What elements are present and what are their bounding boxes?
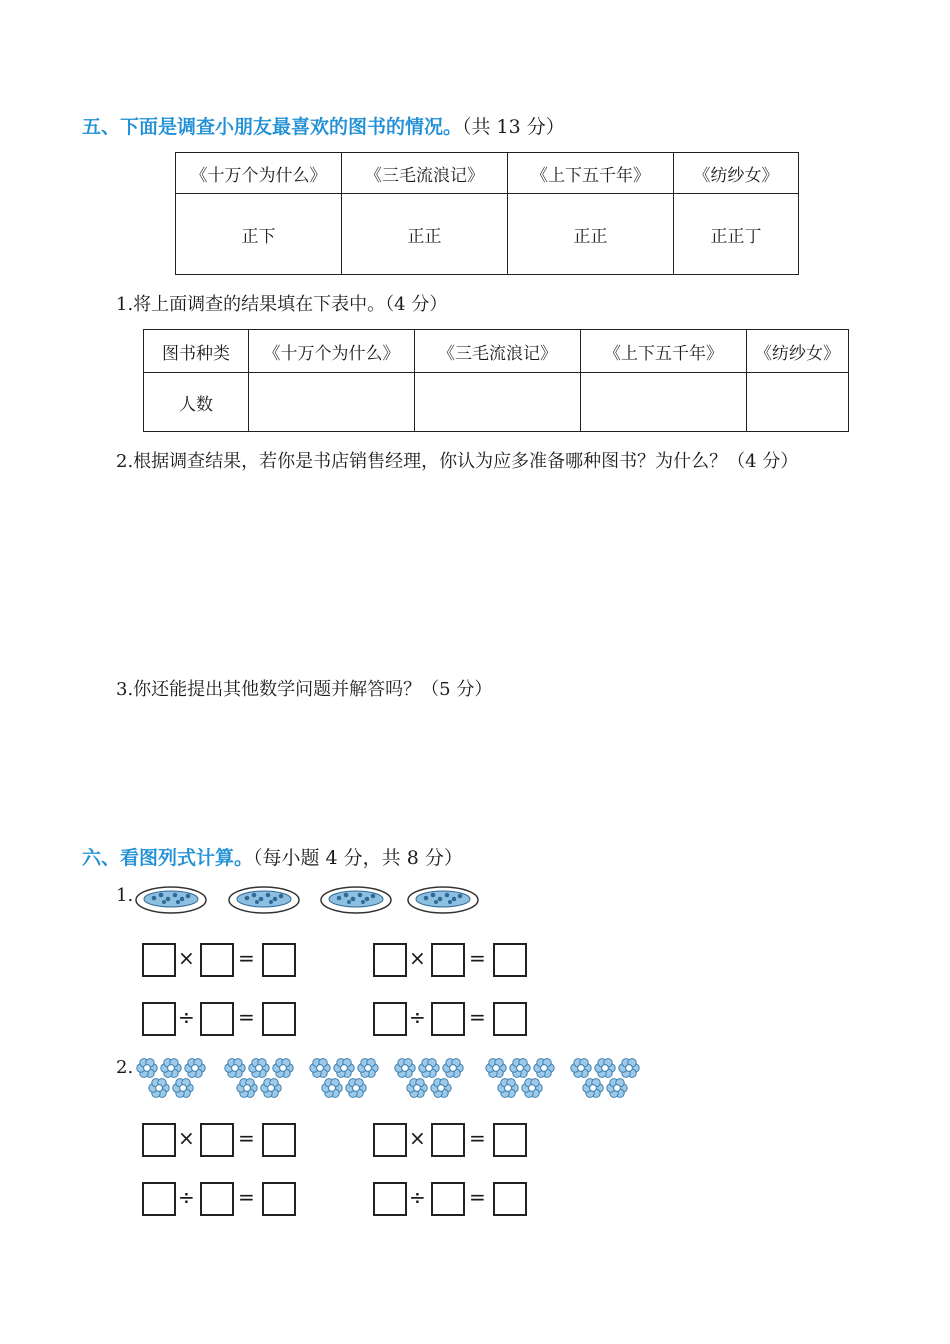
flower-icon: [533, 1057, 555, 1079]
divide-sign: ÷: [409, 1185, 426, 1209]
times-sign: ×: [409, 946, 426, 970]
flower-icon: [606, 1077, 628, 1099]
answer-box[interactable]: [200, 1182, 234, 1216]
flower-icon: [260, 1077, 282, 1099]
equals-sign: =: [469, 1126, 486, 1150]
flower-icon: [184, 1057, 206, 1079]
answer-box[interactable]: [200, 943, 234, 977]
flower-icon: [485, 1057, 507, 1079]
answer-box[interactable]: [493, 1123, 527, 1157]
divide-sign: ÷: [178, 1185, 195, 1209]
problem-2-label: 2.: [116, 1057, 134, 1078]
survey-book-header: 《三毛流浪记》: [342, 153, 508, 194]
result-count-label: 人数: [144, 373, 249, 432]
flower-icon: [582, 1077, 604, 1099]
equals-sign: =: [238, 1185, 255, 1209]
result-book-header: 《纺纱女》: [747, 330, 849, 373]
answer-box[interactable]: [142, 1182, 176, 1216]
survey-tally-cell: 正正: [508, 194, 674, 275]
flower-icon: [333, 1057, 355, 1079]
answer-box[interactable]: [493, 943, 527, 977]
result-book-header: 《三毛流浪记》: [415, 330, 581, 373]
flower-icon: [594, 1057, 616, 1079]
answer-box[interactable]: [142, 1123, 176, 1157]
flower-icon: [406, 1077, 428, 1099]
flower-icon: [618, 1057, 640, 1079]
flower-icon: [521, 1077, 543, 1099]
fruit-plate-icon: [406, 884, 480, 914]
survey-book-header: 《纺纱女》: [674, 153, 799, 194]
answer-box[interactable]: [373, 1182, 407, 1216]
equals-sign: =: [238, 1005, 255, 1029]
survey-tally-cell: 正正丁: [674, 194, 799, 275]
answer-box[interactable]: [373, 943, 407, 977]
times-sign: ×: [178, 1126, 195, 1150]
equals-sign: =: [469, 1185, 486, 1209]
answer-area-q3[interactable]: [116, 710, 856, 830]
answer-box[interactable]: [373, 1002, 407, 1036]
equals-sign: =: [469, 1005, 486, 1029]
survey-book-header: 《十万个为什么》: [176, 153, 342, 194]
divide-sign: ÷: [409, 1005, 426, 1029]
flower-icon: [248, 1057, 270, 1079]
result-count-cell[interactable]: [415, 373, 581, 432]
survey-tally-cell: 正正: [342, 194, 508, 275]
flower-icon: [224, 1057, 246, 1079]
flower-icon: [430, 1077, 452, 1099]
answer-box[interactable]: [200, 1123, 234, 1157]
result-count-cell[interactable]: [581, 373, 747, 432]
survey-book-header: 《上下五千年》: [508, 153, 674, 194]
equals-sign: =: [238, 1126, 255, 1150]
flower-icon: [272, 1057, 294, 1079]
flower-icon: [236, 1077, 258, 1099]
problem-1-label: 1.: [116, 885, 134, 906]
section6-score: （每小题 4 分，共 8 分）: [253, 847, 463, 869]
flower-icon: [136, 1057, 158, 1079]
fruit-plate-icon: [134, 884, 208, 914]
equals-sign: =: [469, 946, 486, 970]
flower-icon: [357, 1057, 379, 1079]
question-2: 2.根据调查结果，若你是书店销售经理，你认为应多准备哪种图书？为什么？（4 分）: [116, 451, 799, 472]
answer-box[interactable]: [431, 1123, 465, 1157]
result-book-header: 《上下五千年》: [581, 330, 747, 373]
flower-icon: [442, 1057, 464, 1079]
answer-box[interactable]: [262, 943, 296, 977]
flower-icon: [309, 1057, 331, 1079]
answer-box[interactable]: [142, 1002, 176, 1036]
divide-sign: ÷: [178, 1005, 195, 1029]
flower-icon: [509, 1057, 531, 1079]
times-sign: ×: [409, 1126, 426, 1150]
survey-tally-table: [175, 152, 799, 275]
section6-title-text: 六、看图列式计算。: [82, 847, 254, 869]
answer-box[interactable]: [431, 1002, 465, 1036]
flower-icon: [497, 1077, 519, 1099]
answer-box[interactable]: [142, 943, 176, 977]
flower-icon: [321, 1077, 343, 1099]
section5-score: （共 13 分）: [462, 116, 565, 138]
answer-area-q2[interactable]: [116, 480, 856, 660]
section5-title-text: 五、下面是调查小朋友最喜欢的图书的情况。: [82, 116, 463, 138]
answer-box[interactable]: [431, 943, 465, 977]
answer-box[interactable]: [262, 1002, 296, 1036]
section6-title: [82, 843, 463, 870]
result-table: [143, 329, 849, 432]
times-sign: ×: [178, 946, 195, 970]
answer-box[interactable]: [262, 1182, 296, 1216]
result-count-cell[interactable]: [249, 373, 415, 432]
equals-sign: =: [238, 946, 255, 970]
flower-icon: [160, 1057, 182, 1079]
question-3: 3.你还能提出其他数学问题并解答吗？（5 分）: [116, 679, 493, 700]
flower-icon: [172, 1077, 194, 1099]
result-count-cell[interactable]: [747, 373, 849, 432]
answer-box[interactable]: [493, 1182, 527, 1216]
answer-box[interactable]: [373, 1123, 407, 1157]
fruit-plate-icon: [227, 884, 301, 914]
answer-box[interactable]: [431, 1182, 465, 1216]
flower-icon: [570, 1057, 592, 1079]
answer-box[interactable]: [493, 1002, 527, 1036]
section5-title: [82, 112, 565, 139]
fruit-plate-icon: [319, 884, 393, 914]
answer-box[interactable]: [262, 1123, 296, 1157]
result-book-header: 《十万个为什么》: [249, 330, 415, 373]
question-1: 1.将上面调查的结果填在下表中。（4 分）: [116, 294, 448, 315]
flower-icon: [394, 1057, 416, 1079]
result-row-header: 图书种类: [144, 330, 249, 373]
flower-icon: [345, 1077, 367, 1099]
survey-tally-cell: 正下: [176, 194, 342, 275]
flower-icon: [148, 1077, 170, 1099]
answer-box[interactable]: [200, 1002, 234, 1036]
flower-icon: [418, 1057, 440, 1079]
